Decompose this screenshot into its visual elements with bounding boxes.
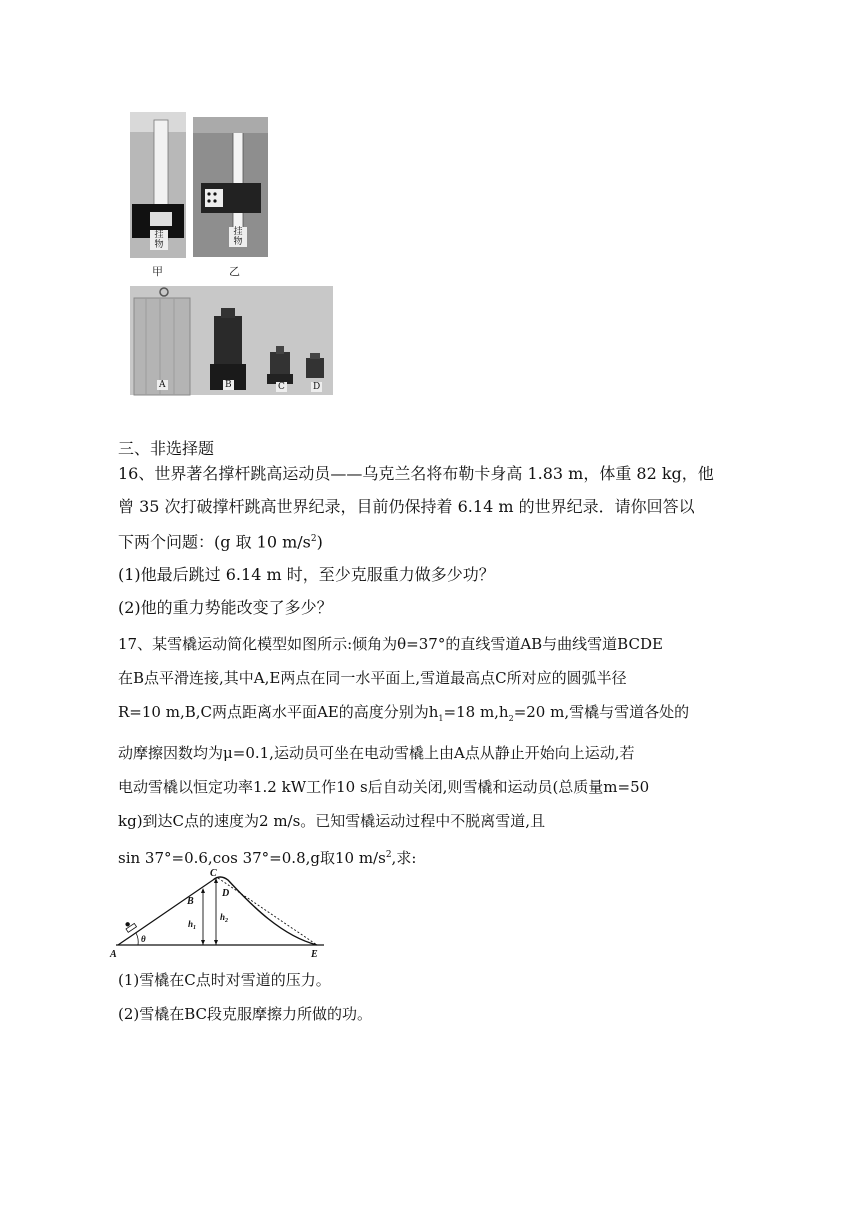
- q17-unit-exponent: 2: [385, 850, 392, 860]
- weights-drawing: [130, 286, 333, 395]
- label-h2: $h_2$: [220, 912, 229, 924]
- arrowhead-h1-bottom: [201, 940, 205, 945]
- question-17: [118, 627, 758, 875]
- q17-line-7-text: sin 37°=0.6,cos 37°=0.8,g取10 m/s: [118, 849, 386, 867]
- q17-line-3-a: R=10 m,B,C两点距离水平面AE的高度分别为h: [118, 703, 439, 721]
- label-h1: $h_1$: [188, 919, 197, 931]
- q17-line-3-c: =20 m,雪橇与雪道各处的: [513, 703, 690, 721]
- q16-line-3: [118, 523, 742, 558]
- photo-yi: [193, 117, 268, 257]
- q17-line-1: 17、某雪橇运动简化模型如图所示:倾角为θ=37°的直线雪道AB与曲线雪道BCDE: [118, 635, 663, 653]
- weight-label-d: D: [313, 382, 321, 392]
- q17-line-3: [118, 695, 758, 736]
- arrowhead-h1-top: [201, 888, 205, 893]
- photo-jia-obj-label: 挂 物: [150, 230, 168, 250]
- weight-label-b: B: [225, 380, 232, 390]
- q17-line-5: 电动雪橇以恒定功率1.2 kW工作10 s后自动关闭,则雪橇和运动员(总质量m=50: [118, 778, 650, 796]
- q17-h2-sub: 2: [508, 714, 514, 723]
- slope-line-abc: [118, 880, 213, 945]
- label-b: B: [187, 896, 194, 907]
- q17-line-6: kg)到达C点的速度为2 m/s。已知雪橇运动过程中不脱离雪道,且: [118, 812, 546, 830]
- caption-jia: 甲: [152, 265, 163, 278]
- q16-unit-exponent: 2: [310, 534, 317, 544]
- q17-sub-2: (2)雪橇在BC段克服摩擦力所做的功。: [118, 1005, 373, 1023]
- dashed-line-ce: [218, 878, 317, 945]
- weight-label-a: A: [159, 380, 166, 390]
- theta-arc: [136, 933, 138, 945]
- q17-line-7-end: ,求:: [391, 849, 417, 867]
- caption-yi: 乙: [229, 265, 240, 278]
- q17-h1-sub: 1: [438, 714, 444, 723]
- sled-icon: [123, 919, 136, 932]
- photo-weights: [130, 286, 333, 395]
- q17-line-3-b: =18 m,h: [443, 703, 509, 721]
- weight-label-c: C: [278, 382, 285, 392]
- label-c: C: [210, 868, 217, 879]
- label-theta: θ: [141, 934, 146, 944]
- q17-sub-1: (1)雪橇在C点时对雪道的压力。: [118, 971, 331, 989]
- q16-line-3-end: ): [316, 532, 323, 552]
- photo-yi-obj-label: 挂 物: [229, 227, 247, 247]
- label-a: A: [110, 949, 117, 960]
- arrowhead-h2-bottom: [214, 940, 218, 945]
- q17-line-2: 在B点平滑连接,其中A,E两点在同一水平面上,雪道最高点C所对应的圆弧半径: [118, 669, 627, 687]
- section-title: 三、非选择题: [118, 439, 215, 458]
- label-e: E: [311, 949, 318, 960]
- q16-sub-1: (1)他最后跳过 6.14 m 时，至少克服重力做多少功？: [118, 565, 495, 585]
- photo-jia: [130, 112, 186, 258]
- q16-line-1: 16、世界著名撑杆跳高运动员——乌克兰名将布勒卡身高 1.83 m，体重 82 kg，他: [118, 464, 714, 483]
- question-16: [118, 457, 742, 624]
- q16-sub-2: (2)他的重力势能改变了多少？: [118, 598, 333, 618]
- q17-line-4: 动摩擦因数均为μ=0.1,运动员可坐在电动雪橇上由A点从静止开始向上运动,若: [118, 744, 635, 762]
- q17-subquestions: [118, 963, 758, 1031]
- q16-line-2: 曾 35 次打破撑杆跳高世界纪录，目前仍保持着 6.14 m 的世界纪录．请你回答以: [118, 497, 695, 516]
- ski-slope-diagram: [112, 866, 342, 966]
- q16-line-3-text: 下两个问题：(g 取 10 m/s: [118, 532, 311, 552]
- label-d: D: [222, 888, 230, 899]
